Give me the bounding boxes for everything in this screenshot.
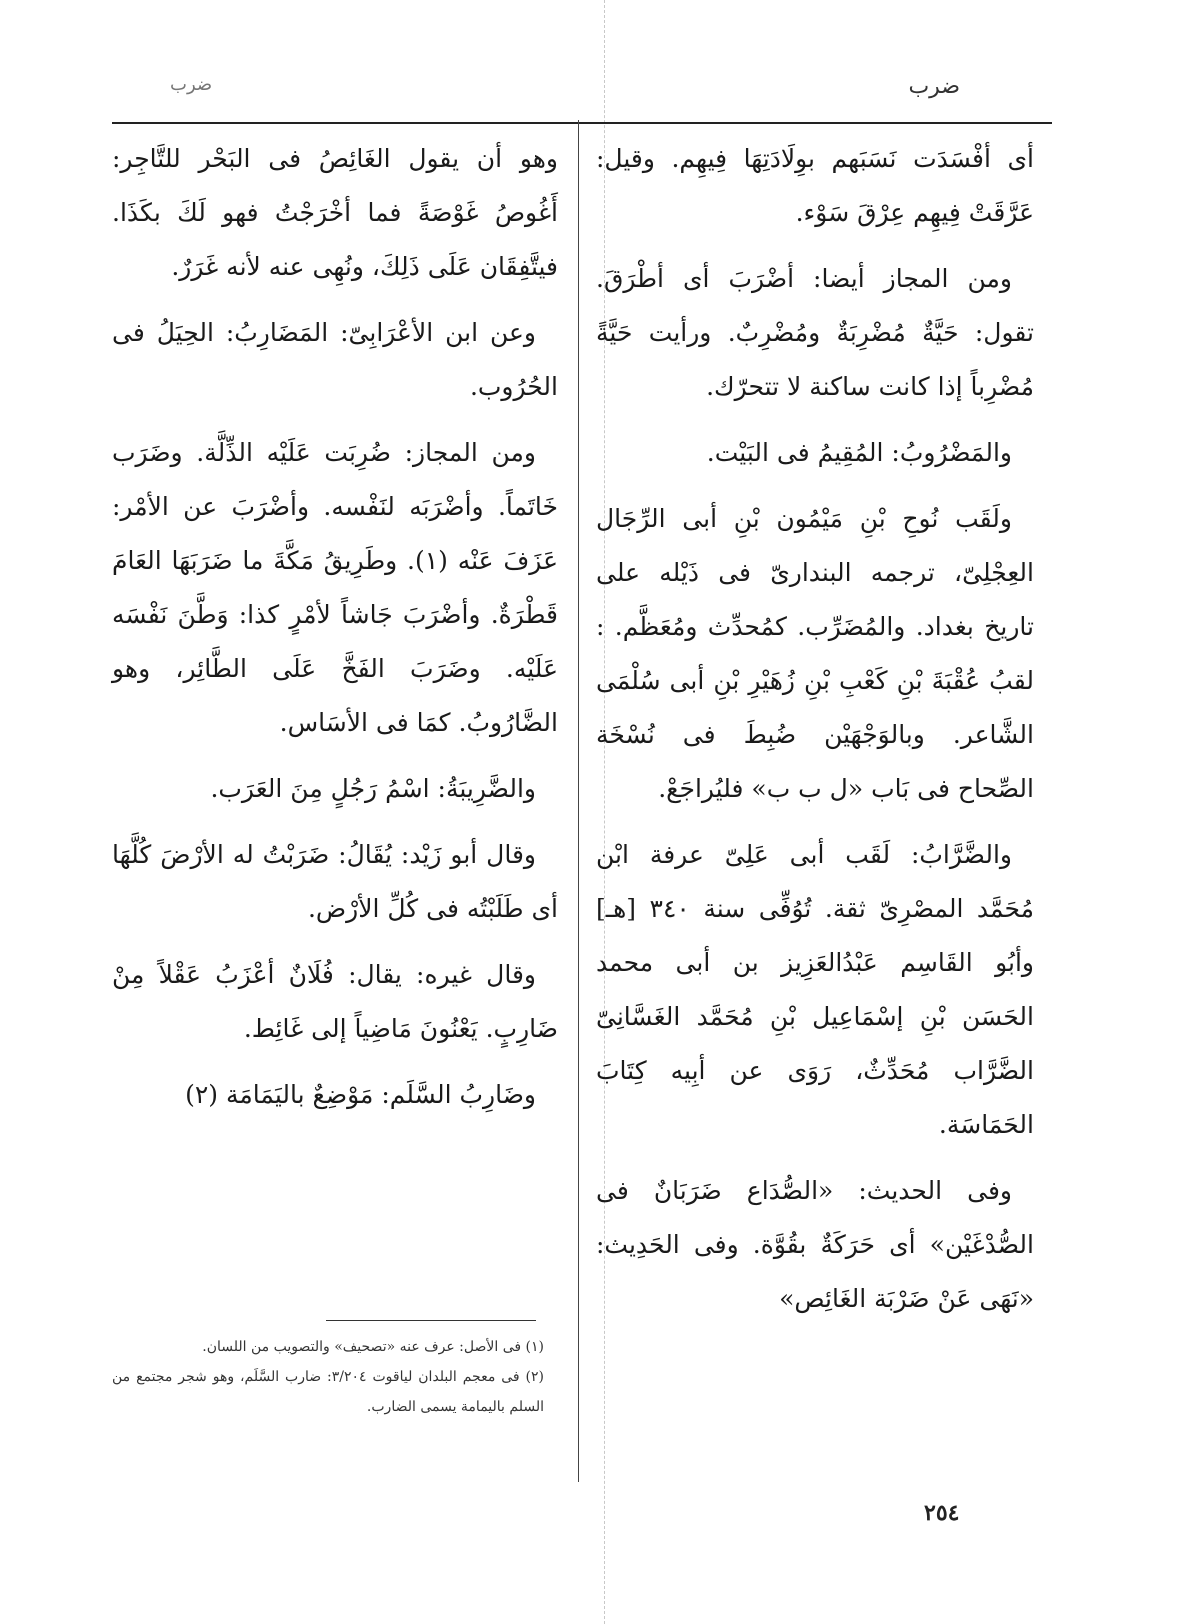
paragraph: والمَضْرُوبُ: المُقِيمُ فى البَيْت. (706, 438, 1012, 467)
paragraph: وقال غيره: يقال: فُلَانٌ أعْزَبُ عَقْلاً مِنْ ضَارِبٍ. يَعْنُونَ مَاضِياً إلى غَائِط. (112, 960, 558, 1043)
footnote: (١) فى الأصل: عرف عنه «تصحيف» والتصويب من اللسان. (202, 1339, 544, 1355)
header-rule (112, 122, 1052, 124)
paragraph: ومن المجاز أيضا: أضْرَبَ أى أطْرَقَ. تقول: حَيَّةٌ مُضْرِبَةٌ ومُضْرِبٌ. ورأيت حَيَّةً مُضْرِباً إذا كانت ساكنة لا تتحرّك. (596, 264, 1034, 401)
running-head-right: ضرب (908, 74, 960, 99)
column-divider (578, 120, 579, 1482)
paragraph: وهو أن يقول الغَائِصُ فى البَحْر للتَّاجِر: أَغُوصُ غَوْصَةً فما أخْرَجْتُ فهو لَكَ بكَذَا. فيتَّفِقَان عَلَى ذَلِكَ، ونُهِى عنه لأنه غَرَرٌ. (112, 144, 558, 281)
paragraph: وعن ابن الأعْرَابِىّ: المَضَارِبُ: الحِيَلُ فى الحُرُوب. (112, 318, 558, 401)
paragraph: وضَارِبُ السَّلَم: مَوْضِعٌ باليَمَامَة (٢) (185, 1080, 536, 1109)
paragraph: وقال أبو زَيْد: يُقَالُ: ضَرَبْتُ له الأرْضَ كُلَّهَا أى طَلَبْتُه فى كُلِّ الأرْض. (112, 840, 558, 923)
page-number: ٢٥٤ (924, 1500, 960, 1526)
paragraph: أى أفْسَدَت نَسَبَهم بوِلَادَتِهَا فِيهِم. وقيل: عَرَّقَتْ فِيهِم عِرْقَ سَوْء. (596, 144, 1034, 227)
paragraph: والضَّرَّابُ: لَقَب أبى عَلِىّ عرفة ابْن مُحَمَّد المصْرِىّ ثقة. تُوُفِّى سنة ٣٤٠ [هـ] وأبُو القَاسِم عَبْدُالعَزِيز بن أبى محمد الحَسَن بْنِ إسْمَاعِيل بْنِ مُحَمَّد الغَسَّانِىّ الضَّرَّاب مُحَدِّثٌ، رَوَى عن أبِيه كِتَابَ الحَمَاسَة. (596, 840, 1035, 1139)
running-head-left: ضرب (170, 74, 213, 95)
paragraph: وفى الحديث: «الصُّدَاع ضَرَبَانٌ فى الصُّدْغَيْن» أى حَرَكَةٌ بقُوَّة. وفى الحَدِيث: «نَهَى عَنْ ضَرْبَة الغَائِص» (596, 1176, 1034, 1313)
footnote: (٢) فى معجم البلدان لياقوت ٣/٢٠٤: ضارب السَّلَم، وهو شجر مجتمع من السلم باليمامة يسمى الضارب. (112, 1369, 544, 1415)
footnote-rule (326, 1320, 536, 1321)
footnotes (112, 1332, 544, 1422)
paragraph: ولَقَب نُوحِ بْنِ مَيْمُون بْنِ أبى الرِّجَال العِجْلِىّ، ترجمه البندارىّ فى ذَيْله على تاريخ بغداد. والمُضَرِّب. كمُحدِّث ومُعَظَّم. : لقبُ عُقْبَةَ بْنِ كَعْبِ بْنِ زُهَيْرِ بْنِ أبى سُلْمَى الشَّاعر. وبالوَجْهَيْن ضُبِطَ فى نُسْخَة الصِّحاح فى بَاب «ل ب ب» فليُراجَعْ. (596, 504, 1034, 803)
right-column (596, 132, 1034, 1338)
paragraph: والضَّرِيبَةُ: اسْمُ رَجُلٍ مِنَ العَرَب. (210, 774, 536, 803)
left-column (112, 132, 558, 1134)
paragraph: ومن المجاز: ضُرِبَت عَلَيْه الذِّلَّة. وضَرَب خَاتَماً. وأضْرَبَه لنَفْسه. وأضْرَبَ عن الأمْر: عَزَفَ عَنْه (١). وطَرِيقُ مَكَّةَ ما ضَرَبَهَا العَامَ قَطْرَةٌ. وأضْرَبَ جَاشاً لأمْرٍ كذا: وَطَّنَ نَفْسَه عَلَيْه. وضَرَبَ الفَخَّ عَلَى الطَّائِر، وهو الضَّارُوبُ. كمَا فى الأسَاس. (112, 438, 558, 737)
